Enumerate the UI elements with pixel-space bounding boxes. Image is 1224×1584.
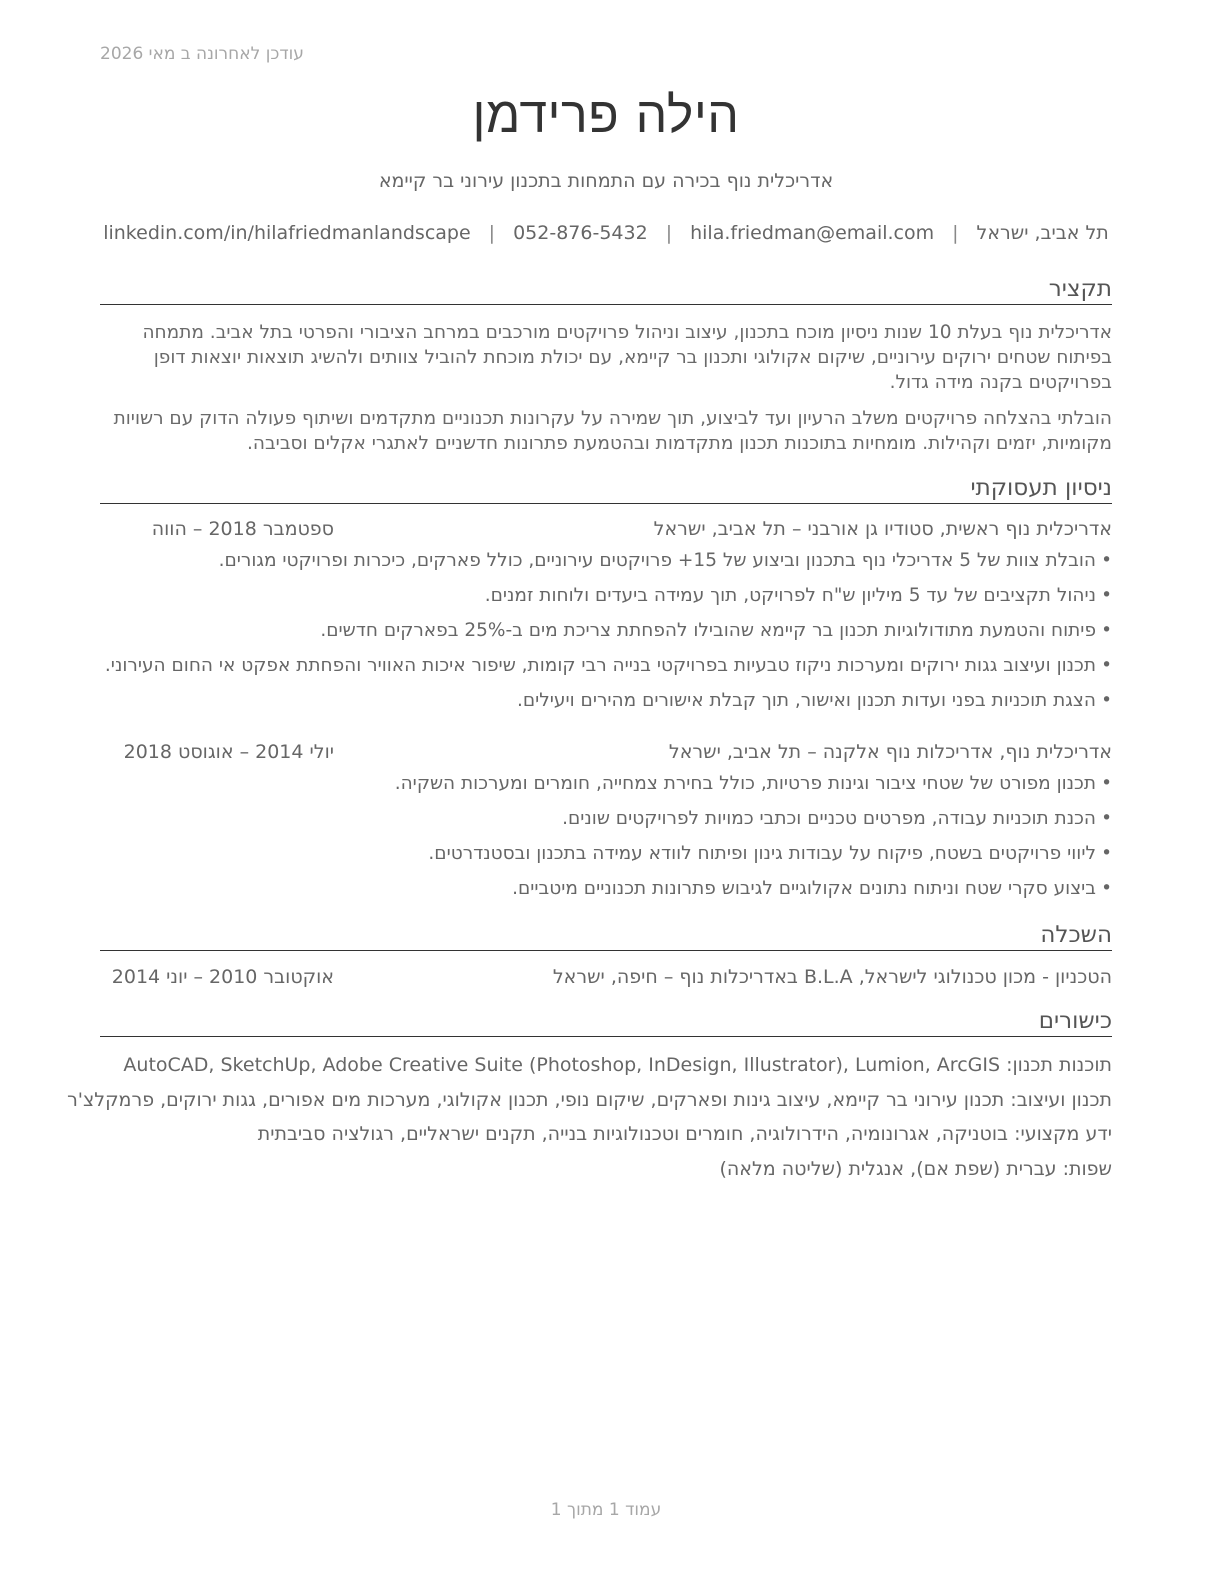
skill-line-knowledge: ידע מקצועי: בוטניקה, אגרונומיה, הידרולוגיה, חומרים וטכנולוגיות בנייה, תקנים ישראליים, רגולציה סביבתית bbox=[257, 1123, 1112, 1145]
list-item bbox=[100, 806, 1112, 841]
skill-line-design: תכנון ועיצוב: תכנון עירוני בר קיימא, עיצוב גינות ופארקים, שיקום נופי, תכנון אקולוגי, מערכות מים אפורים, גגות ירוקים, פרמקלצ'ר bbox=[67, 1088, 1112, 1111]
summary-section-title: תקציר bbox=[100, 274, 1112, 305]
education-heading bbox=[100, 966, 1112, 992]
last-updated-text: עודכן לאחרונה ב מאי 2026 bbox=[100, 44, 304, 64]
list-item bbox=[100, 771, 1112, 806]
candidate-name: הילה פרידמן bbox=[472, 86, 740, 144]
summary-paragraph-1: אדריכלית נוף בעלת 10 שנות ניסיון מוכח בתכנון, עיצוב וניהול פרויקטים מורכבים במרחב הציבורי והפרטי בתל אביב. מתמחה בפיתוח שטחים ירוקים עירוניים, שיקום אקולוגי ותכנון בר קיימא, עם יכולת מוכחת להוביל צוותים ולהשיג תוצאות יוצאות דופן בפרויקטים בקנה מידה גדול. bbox=[142, 322, 1112, 393]
bullet-icon: • bbox=[1101, 773, 1112, 794]
bullet-icon: • bbox=[1101, 808, 1112, 829]
bullet-text: תכנון ועיצוב גגות ירוקים ומערכות ניקוז טבעיות בפרויקטי בנייה רבי קומות, שיפור איכות האוויר והפחתת אפקט אי החום העירוני. bbox=[104, 655, 1096, 676]
contact-linkedin[interactable]: linkedin.com/in/hilafriedmanlandscape bbox=[103, 222, 471, 244]
contact-line bbox=[100, 222, 1112, 244]
contact-phone[interactable]: 052-876-5432 bbox=[513, 222, 648, 244]
bullet-icon: • bbox=[1101, 878, 1112, 899]
bullet-text: תכנון מפורט של שטחי ציבור וגינות פרטיות, כולל בחירת צמחייה, חומרים ומערכות השקיה. bbox=[394, 773, 1096, 794]
list-item bbox=[100, 618, 1112, 653]
list-item bbox=[100, 841, 1112, 876]
bullet-icon: • bbox=[1101, 843, 1112, 864]
job-dates: יולי 2014 – אוגוסט 2018 bbox=[123, 741, 334, 763]
bullet-icon: • bbox=[1101, 550, 1112, 571]
candidate-tagline: אדריכלית נוף בכירה עם התמחות בתכנון עירוני בר קיימא bbox=[378, 170, 834, 192]
job-1-bullets bbox=[100, 548, 1112, 723]
education-dates: אוקטובר 2010 – יוני 2014 bbox=[111, 966, 334, 988]
bullet-icon: • bbox=[1101, 585, 1112, 606]
bullet-icon: • bbox=[1101, 655, 1112, 676]
bullet-text: הובלת צוות של 5 אדריכלי נוף בתכנון וביצוע של 15+ פרויקטים עירוניים, כולל פארקים, כיכרות ופרויקטי מגורים. bbox=[218, 550, 1096, 571]
job-dates: ספטמבר 2018 – הווה bbox=[151, 518, 334, 540]
contact-separator: | bbox=[665, 222, 673, 244]
job-2-bullets bbox=[100, 771, 1112, 911]
job-title: אדריכלית נוף ראשית, סטודיו גן אורבני – תל אביב, ישראל bbox=[653, 518, 1112, 540]
contact-separator: | bbox=[488, 222, 496, 244]
skill-line-languages: שפות: עברית (שפת אם), אנגלית (שליטה מלאה) bbox=[719, 1157, 1112, 1180]
skill-line-software: תוכנות תכנון: AutoCAD, SketchUp, Adobe Creative Suite (Photoshop, InDesign, Illustrator), Lumion, ArcGIS bbox=[123, 1054, 1112, 1076]
list-item bbox=[100, 688, 1112, 723]
contact-email[interactable]: hila.friedman@email.com bbox=[690, 222, 935, 244]
summary-paragraph-2: הובלתי בהצלחה פרויקטים משלב הרעיון ועד לביצוע, תוך שמירה על עקרונות תכנוניים מתקדמים ושיתוף פעולה הדוק עם רשויות מקומיות, יזמים וקהילות. מומחיות בתוכנות תכנון מתקדמות ובהטמעת פתרונות חדשניים לאתגרי אקלים וסביבה. bbox=[113, 408, 1112, 454]
bullet-text: הצגת תוכניות בפני ועדות תכנון ואישור, תוך קבלת אישורים מהירים ויעילים. bbox=[516, 690, 1096, 711]
education-institution: הטכניון - מכון טכנולוגי לישראל, B.L.A באדריכלות נוף – חיפה, ישראל bbox=[552, 966, 1112, 988]
list-item bbox=[100, 876, 1112, 911]
experience-section-title: ניסיון תעסוקתי bbox=[100, 473, 1112, 504]
bullet-text: פיתוח והטמעת מתודולוגיות תכנון בר קיימא שהובילו להפחתת צריכת מים ב-25% בפארקים חדשים. bbox=[320, 620, 1096, 641]
resume-page bbox=[67, 0, 1112, 1584]
education-section-title: השכלה bbox=[100, 920, 1112, 951]
list-item bbox=[100, 548, 1112, 583]
list-item bbox=[100, 653, 1112, 688]
page-number: עמוד 1 מתוך 1 bbox=[550, 1500, 662, 1520]
job-heading-1 bbox=[100, 518, 1112, 544]
bullet-text: ניהול תקציבים של עד 5 מיליון ש"ח לפרויקט, תוך עמידה ביעדים ולוחות זמנים. bbox=[484, 585, 1096, 606]
contact-location: תל אביב, ישראל bbox=[976, 222, 1109, 244]
job-heading-2 bbox=[100, 741, 1112, 767]
job-title: אדריכלית נוף, אדריכלות נוף אלקנה – תל אביב, ישראל bbox=[668, 741, 1112, 763]
skills-section-title: כישורים bbox=[100, 1006, 1112, 1037]
last-updated-note bbox=[100, 44, 1112, 64]
bullet-icon: • bbox=[1101, 690, 1112, 711]
bullet-text: ליווי פרויקטים בשטח, פיקוח על עבודות גינון ופיתוח לוודא עמידה בתכנון ובסטנדרטים. bbox=[428, 843, 1096, 864]
bullet-text: ביצוע סקרי שטח וניתוח נתונים אקולוגיים לגיבוש פתרונות תכנוניים מיטביים. bbox=[512, 878, 1096, 899]
bullet-text: הכנת תוכניות עבודה, מפרטים טכניים וכתבי כמויות לפרויקטים שונים. bbox=[562, 808, 1096, 829]
skills-list bbox=[67, 1052, 1112, 1190]
bullet-icon: • bbox=[1101, 620, 1112, 641]
list-item bbox=[100, 583, 1112, 618]
contact-separator: | bbox=[952, 222, 959, 244]
